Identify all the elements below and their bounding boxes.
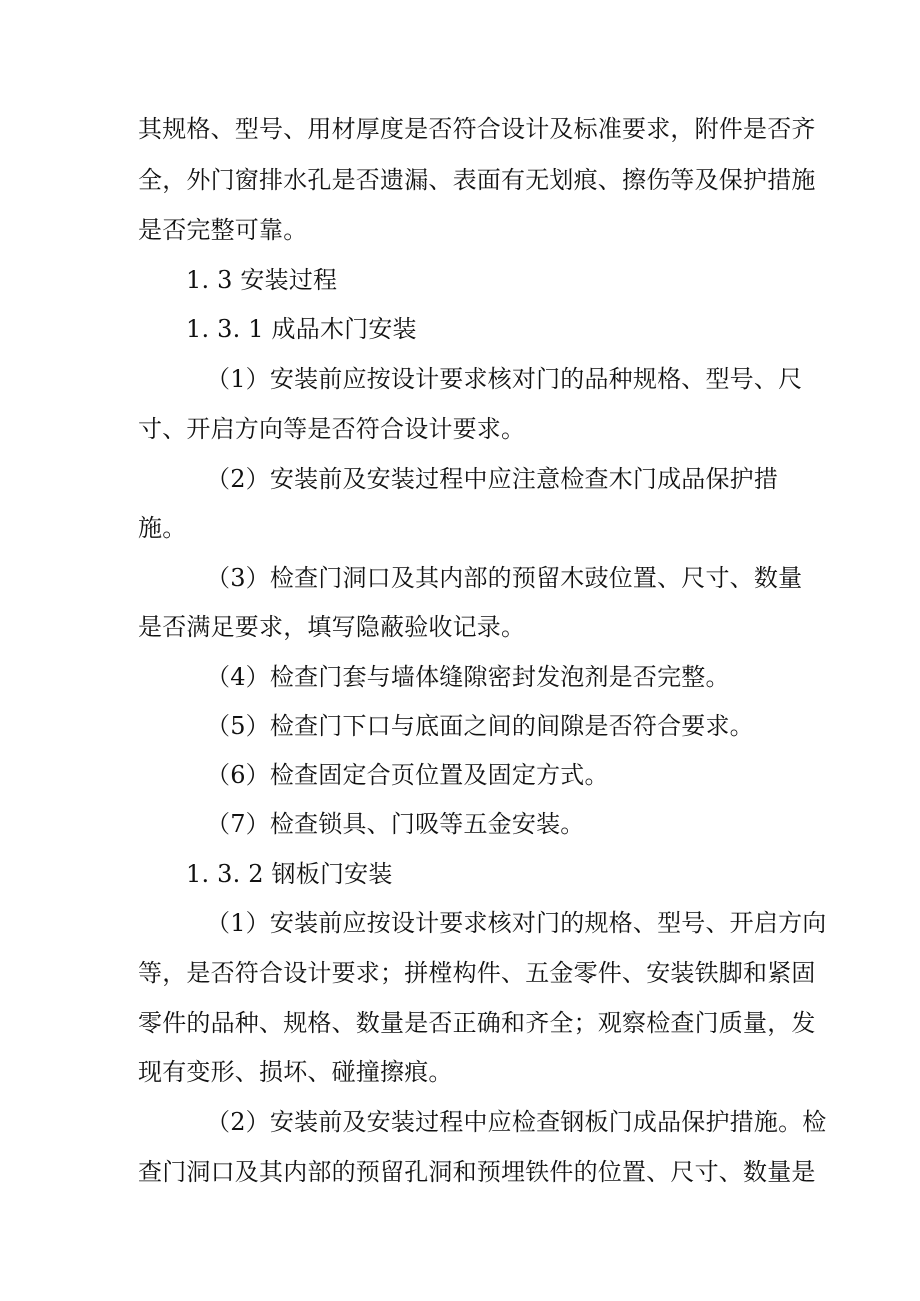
subsection-heading: 1. 3. 2 钢板门安装 — [186, 860, 393, 888]
body-text-line: 是否完整可靠。 — [138, 216, 308, 244]
list-item-text: 寸、开启方向等是否符合设计要求。 — [138, 415, 526, 443]
list-item-text: （2）安装前及安装过程中应检查钢板门成品保护措施。检 — [206, 1108, 827, 1136]
list-item-text: （3）检查门洞口及其内部的预留木豉位置、尺寸、数量 — [206, 564, 803, 592]
list-item-text: 是否满足要求，填写隐蔽验收记录。 — [138, 613, 526, 641]
body-text-line: 全，外门窗排水孔是否遗漏、表面有无划痕、擦伤等及保护措施 — [138, 166, 816, 194]
body-text-line: 其规格、型号、用材厚度是否符合设计及标准要求，附件是否齐 — [138, 115, 816, 143]
list-item-text: 现有变形、损坏、碰撞擦痕。 — [138, 1058, 453, 1086]
list-item-text: （1）安装前应按设计要求核对门的规格、型号、开启方向 — [206, 909, 827, 937]
list-item-text: （1）安装前应按设计要求核对门的品种规格、型号、尺 — [206, 365, 803, 393]
list-item-text: （6）检查固定合页位置及固定方式。 — [206, 761, 609, 789]
list-item-text: 施。 — [138, 514, 187, 542]
list-item-text: 等，是否符合设计要求；拼樘构件、五金零件、安装铁脚和紧固 — [138, 959, 816, 987]
list-item-text: （5）检查门下口与底面之间的间隙是否符合要求。 — [206, 712, 754, 740]
section-heading: 1. 3 安装过程 — [186, 266, 338, 294]
list-item-text: （4）检查门套与墙体缝隙密封发泡剂是否完整。 — [206, 663, 730, 691]
list-item-text: 零件的品种、规格、数量是否正确和齐全；观察检查门质量，发 — [138, 1009, 816, 1037]
list-item-text: （7）检查锁具、门吸等五金安装。 — [206, 810, 585, 838]
list-item-text: 查门洞口及其内部的预留孔洞和预埋铁件的位置、尺寸、数量是 — [138, 1158, 816, 1186]
subsection-heading: 1. 3. 1 成品木门安装 — [186, 315, 417, 343]
list-item-text: （2）安装前及安装过程中应注意检查木门成品保护措 — [206, 465, 779, 493]
